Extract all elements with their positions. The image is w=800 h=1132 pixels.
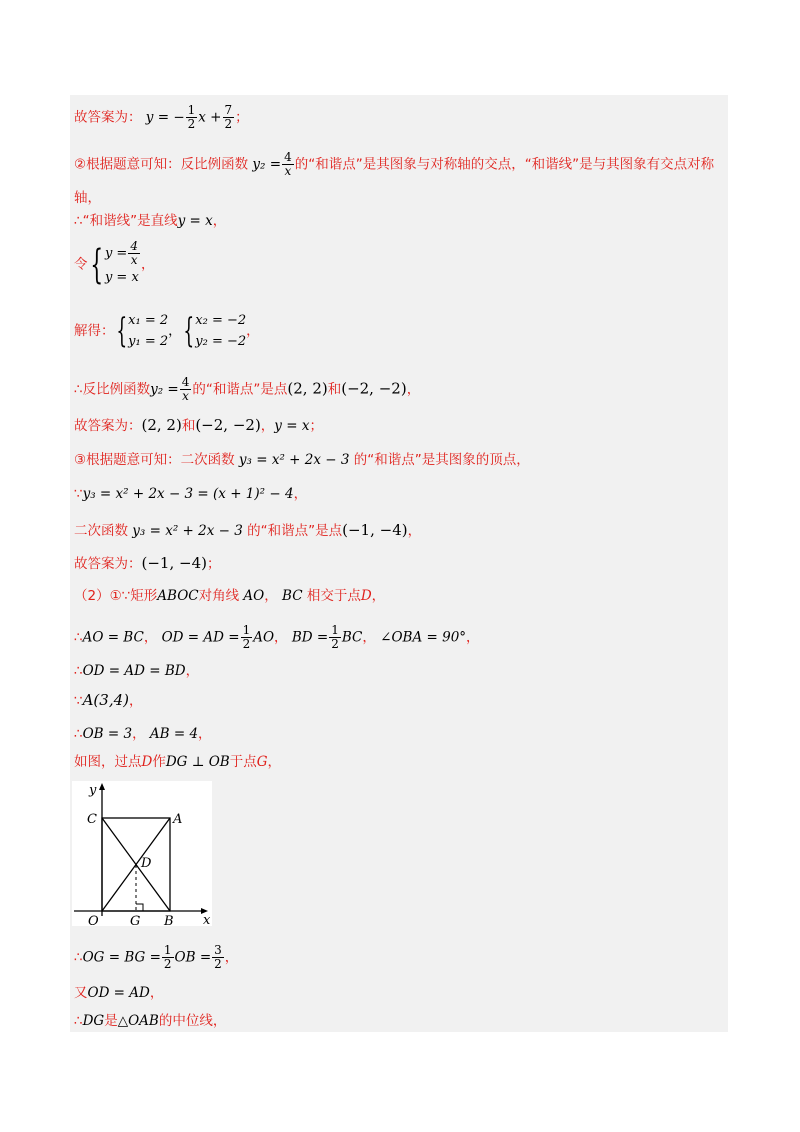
label-G: G — [130, 914, 141, 926]
answer-line-12: 故答案为：(−1, −4)； — [74, 554, 221, 572]
solution-line: 解得：{x₁ = 2 y₁ = 2，{x₂ = −2 y₂ = −2， — [74, 311, 260, 351]
part2-line-17: ∴OB = 3， AB = 4， — [74, 726, 212, 742]
reasoning-line-3: 轴， — [74, 190, 101, 206]
label-x: x — [203, 913, 211, 926]
reasoning-line-4: ∴“和谐线”是直线y = x， — [74, 213, 227, 229]
label-D: D — [141, 856, 152, 871]
reasoning-line-11: 二次函数 y₃ = x² + 2x − 3 的“和谐点”是点(−1, −4)， — [74, 521, 422, 539]
reasoning-line-10: ∵y₃ = x² + 2x − 3 = (x + 1)² − 4， — [74, 486, 308, 502]
part2-line-16: ∵A(3,4)， — [74, 691, 143, 709]
label-O: O — [88, 914, 99, 926]
part2-line-20: 又OD = AD， — [74, 985, 164, 1001]
part2-line-19: ∴OG = BG = $\frac{1}{2}$ OB = $\frac{3}{2}$ ， — [74, 943, 239, 971]
answer-line-1: 故答案为： y = − $\frac{1}{2}$ x + $\frac{7}{2}$ ； — [74, 103, 249, 131]
label-C: C — [87, 812, 97, 827]
geometry-diagram — [72, 781, 212, 926]
part2-line-13: （2）①∵矩形ABOC对角线 AO， BC 相交于点D， — [74, 588, 386, 604]
y-axis-arrow — [99, 783, 105, 790]
label-A: A — [173, 812, 183, 827]
label-B: B — [164, 914, 174, 926]
reasoning-line-9: ③根据题意可知：二次函数 y₃ = x² + 2x − 3 的“和谐点”是其图象的顶点， — [74, 452, 530, 468]
reasoning-line-2: ②根据题意可知：反比例函数 y₂ = $\frac{4}{x}$ 的“和谐点”是其图象与对称轴的交点，“和谐线”是与其图象有交点对称 — [74, 150, 715, 178]
part2-line-15: ∴OD = AD = BD， — [74, 663, 200, 679]
right-angle-mark — [136, 904, 143, 911]
answer-line-8: 故答案为：(2, 2)和(−2, −2)，y = x； — [74, 416, 323, 434]
equation-system-line: 令{ y = $\frac{4}{x}$ y = x， — [74, 239, 155, 288]
part2-line-21: ∴DG是△OAB的中位线， — [74, 1013, 227, 1029]
label-y: y — [89, 783, 97, 798]
reasoning-line-7: ∴反比例函数y₂ = $\frac{4}{x}$ 的“和谐点”是点(2, 2)和(−2, −2)， — [74, 375, 421, 403]
part2-line-18: 如图，过点D作DG ⊥ OB于点G， — [74, 754, 281, 770]
rectangle-figure — [72, 781, 212, 926]
part2-line-14: ∴AO = BC， OD = AD = $\frac{1}{2}$ AO， BD = $\frac{1}{2}$ BC， ∠OBA = 90°， — [74, 623, 480, 651]
